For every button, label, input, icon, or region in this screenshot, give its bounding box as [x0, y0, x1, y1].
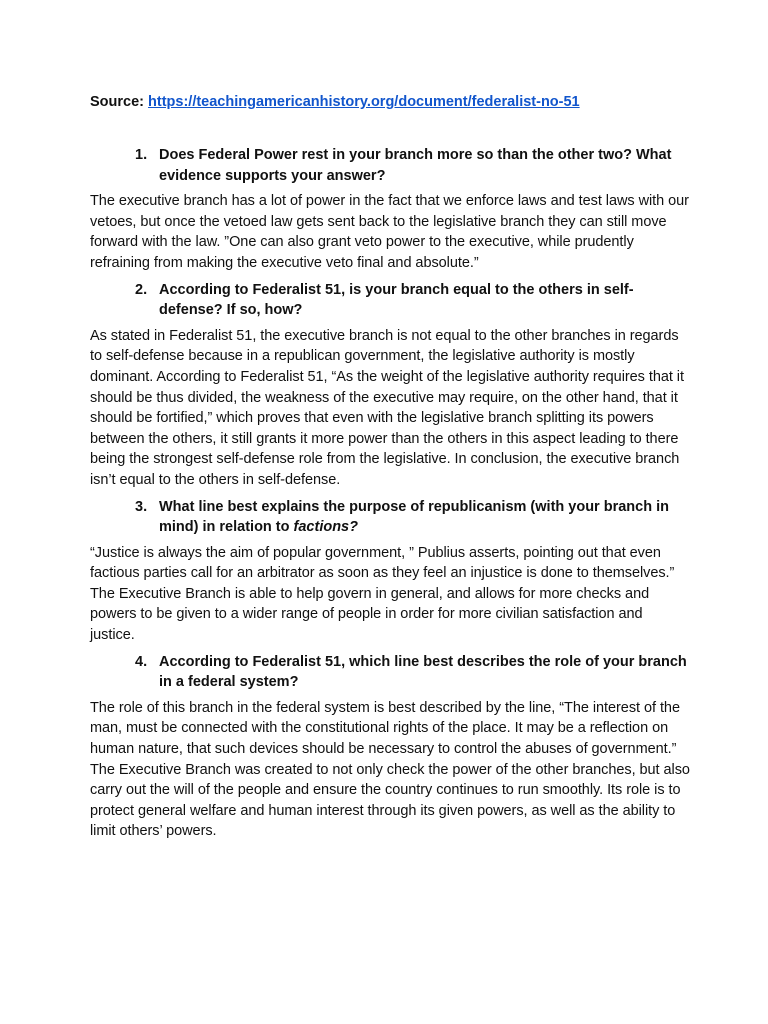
question-text: According to Federalist 51, is your branch equal to the others in self-defense? If so, how?	[159, 281, 634, 319]
question-number: 4.	[135, 653, 148, 670]
source-link[interactable]: https://teachingamericanhistory.org/document/federalist-no-51	[148, 94, 580, 110]
question-2	[90, 280, 690, 321]
question-number: 2.	[135, 281, 148, 298]
question-4	[90, 652, 690, 693]
question-block-1	[90, 145, 690, 274]
question-block-4	[90, 652, 690, 842]
question-text-main: What line best explains the purpose of republicanism (with your branch in mind) in relation to	[159, 498, 669, 536]
answer-3: “Justice is always the aim of popular government, ” Publius asserts, pointing out that even factious parties call for an arbitrator as soon as they feel an injustice is done to themselves.” The Executive Branch is able to help govern in general, and allows for more checks and powers to be given to a wider range of people in order for more civilian satisfaction and justice.	[90, 544, 675, 644]
question-block-2	[90, 280, 690, 491]
question-3	[90, 497, 690, 538]
question-number: 3.	[135, 498, 148, 515]
answer-4: The role of this branch in the federal system is best described by the line, “The interest of the man, must be connected with the constitutional rights of the place. It may be a reflection on human nature, that such devices should be necessary to control the abuses of government.” The Executive Branch was created to not only check the power of the other branches, but also carry out the will of the people and ensure the country continues to run smoothly. Its role is to protect general welfare and human interest through its given powers, as well as the ability to limit others’ powers.	[90, 699, 690, 840]
question-text	[159, 497, 690, 538]
answer-2: As stated in Federalist 51, the executive branch is not equal to the other branches in regards to self-defense because in a republican government, the legislative authority is mostly dominant. According to Federalist 51, “As the weight of the legislative authority requires that it should be thus divided, the weakness of the executive may require, on the other hand, that it should be fortified,” which proves that even with the legislative branch splitting its powers between the others, it still grants it more power than the others in this aspect leading to there being the strongest self-defense role from the legislative. In conclusion, the executive branch isn’t equal to the others in self-defense.	[90, 327, 684, 488]
source-label: Source:	[90, 94, 144, 110]
question-text: According to Federalist 51, which line best describes the role of your branch in a federal system?	[159, 653, 687, 691]
question-text-italic: factions?	[293, 519, 358, 536]
answer-1: The executive branch has a lot of power in the fact that we enforce laws and test laws with our vetoes, but once the vetoed law gets sent back to the legislative branch they can still move forward with the law. ”One can also grant veto power to the executive, while prudently refraining from making the executive veto final and absolute.”	[90, 193, 689, 271]
question-1	[90, 145, 690, 186]
question-number: 1.	[135, 147, 148, 163]
source-line	[90, 92, 690, 112]
document-page	[90, 92, 690, 847]
question-block-3	[90, 497, 690, 646]
question-text: Does Federal Power rest in your branch more so than the other two? What evidence supports your answer?	[159, 147, 672, 184]
